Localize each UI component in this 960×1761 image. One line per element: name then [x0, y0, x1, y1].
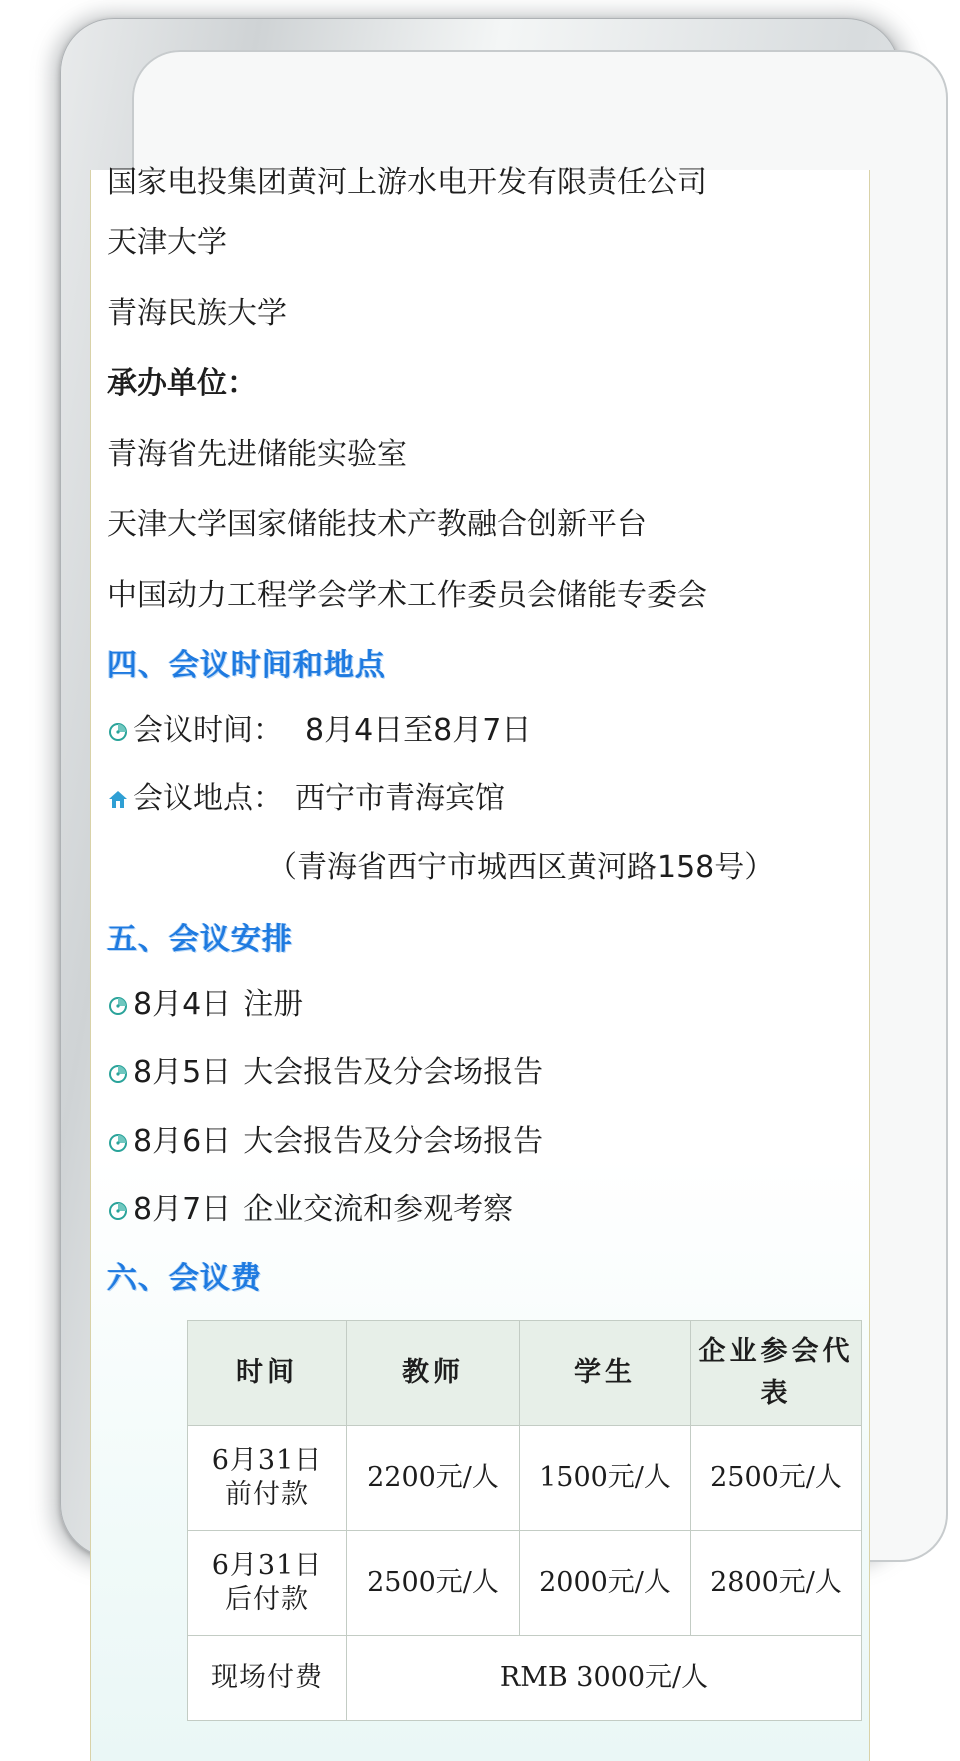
meeting-place-value: 西宁市青海宾馆: [295, 781, 505, 816]
section-title-schedule: 五、会议安排: [107, 922, 293, 957]
table-row: [188, 1530, 862, 1635]
meeting-time-value: 8月4日至8月7日: [305, 712, 532, 748]
schedule-item-text: 大会报告及分会场报告: [243, 1123, 544, 1159]
fee-table-wrapper: [187, 1320, 854, 1721]
row2-student-fee: 2000元/人: [520, 1530, 691, 1635]
header-enterprise: 企业参会代表: [691, 1321, 862, 1426]
schedule-item-1: [107, 982, 855, 1029]
section-title-fee: 六、会议费: [107, 1260, 262, 1296]
page-bottom-spacer: [107, 1721, 855, 1761]
organizer-clipped-line: 国家电投集团黄河上游水电开发有限责任公司: [107, 165, 707, 200]
schedule-item-date: 8月7日: [133, 1192, 232, 1227]
meeting-place-row: [107, 776, 855, 823]
schedule-item-text: 大会报告及分会场报告: [243, 1055, 544, 1090]
meeting-place-label: 会议地点：: [133, 781, 283, 816]
undertaker-line-1: 青海省先进储能实验室: [107, 436, 407, 472]
header-teacher: 教师: [347, 1321, 520, 1426]
row2-time: [188, 1530, 347, 1635]
clock-icon: [107, 1063, 129, 1085]
document-body: [107, 165, 855, 1761]
schedule-item-4: [107, 1187, 855, 1234]
fee-table-head: [188, 1321, 862, 1426]
schedule-item-text: 注册: [243, 986, 304, 1022]
row2-time-line2: 后付款: [225, 1583, 309, 1615]
undertaker-heading: 承办单位：: [107, 366, 257, 401]
row1-teacher-fee: 2200元/人: [347, 1425, 520, 1530]
clock-icon: [107, 721, 129, 743]
fee-table-body: [188, 1425, 862, 1720]
clock-icon: [107, 995, 129, 1017]
schedule-item-2: [107, 1050, 855, 1097]
schedule-item-date: 8月6日: [133, 1123, 232, 1159]
meeting-place-address: （青海省西宁市城西区黄河路158号）: [267, 849, 775, 885]
organizer-line-2: 青海民族大学: [107, 295, 287, 331]
meeting-time-row: [107, 708, 855, 755]
section-title-time-place: 四、会议时间和地点: [107, 648, 386, 683]
undertaker-line-3: 中国动力工程学会学术工作委员会储能专委会: [107, 577, 707, 613]
clock-icon: [107, 1132, 129, 1154]
clock-icon: [107, 1200, 129, 1222]
row2-time-line1: 6月31日: [211, 1549, 323, 1581]
schedule-item-text: 企业交流和参观考察: [243, 1192, 514, 1227]
document-page: [90, 165, 870, 1761]
row1-time-line2: 前付款: [225, 1478, 309, 1510]
table-row: [188, 1635, 862, 1720]
table-header-row: [188, 1321, 862, 1426]
home-icon: [107, 789, 129, 811]
row3-onsite-fee: RMB 3000元/人: [347, 1635, 862, 1720]
row2-teacher-fee: 2500元/人: [347, 1530, 520, 1635]
schedule-item-date: 8月5日: [133, 1055, 232, 1090]
row1-time: [188, 1425, 347, 1530]
schedule-item-date: 8月4日: [133, 986, 232, 1022]
header-student: 学生: [520, 1321, 691, 1426]
row3-time: 现场付费: [188, 1635, 347, 1720]
row1-student-fee: 1500元/人: [520, 1425, 691, 1530]
organizer-line-1: 天津大学: [107, 225, 227, 260]
header-time: 时间: [188, 1321, 347, 1426]
row2-enterprise-fee: 2800元/人: [691, 1530, 862, 1635]
undertaker-line-2: 天津大学国家储能技术产教融合创新平台: [107, 507, 647, 542]
schedule-item-3: [107, 1119, 855, 1166]
webpage-viewport[interactable]: [90, 165, 870, 1693]
fee-table: [187, 1320, 862, 1721]
meeting-time-label: 会议时间：: [133, 712, 283, 748]
row1-time-line1: 6月31日: [211, 1444, 323, 1476]
table-row: [188, 1425, 862, 1530]
row1-enterprise-fee: 2500元/人: [691, 1425, 862, 1530]
